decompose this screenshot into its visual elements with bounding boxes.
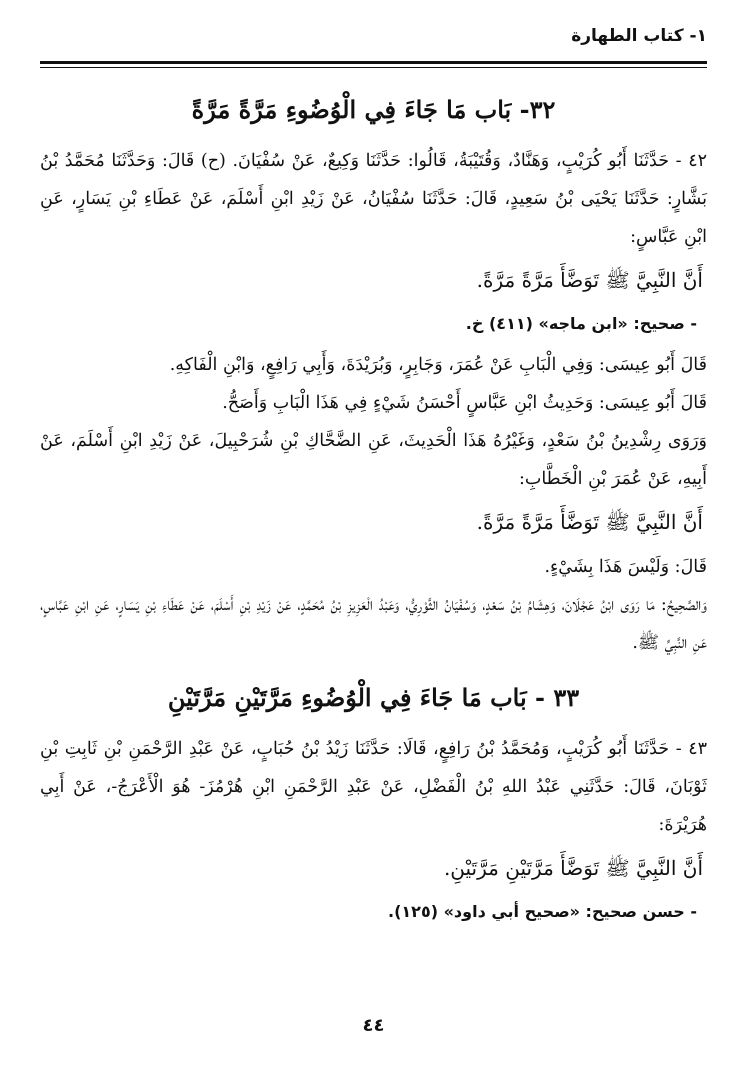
page-number: ٤٤ [362,1015,385,1036]
header-rule-thin [40,67,707,68]
header-rule-thick [40,61,707,64]
chapter-32-heading: ٣٢- بَاب مَا جَاءَ فِي الْوُضُوءِ مَرَّةً مَرَّةً [191,95,556,124]
hadith-42-matn: أَنَّ النَّبِيَّ ﷺ تَوَضَّأَ مَرَّةً مَرَّةً. [476,268,703,292]
tirmidhi-comment-2: قَالَ أَبُو عِيسَى: وَحَدِيثُ ابْنِ عَبَّاسٍ أَحْسَنُ شَيْءٍ فِي هَذَا الْبَابِ وَأَصَحُّ. [222,393,707,413]
hadith-43-isnad: ٤٣ - حَدَّثَنَا أَبُو كُرَيْبٍ، وَمُحَمَّدُ بْنُ رَافِعٍ، قَالَا: حَدَّثَنَا زَيْدُ بْنُ حُبَابٍ، عَنْ عَبْدِ الرَّحْمَنِ بْنِ ثَابِتِ بْنِ ثَوْبَانَ، قَالَ: حَدَّثَنِي عَبْدُ اللهِ بْنُ الْفَضْلِ، عَنْ عَبْدِ الرَّحْمَنِ ابْنِ هُرْمُزَ- هُوَ الْأَعْرَجُ-، عَنْ أَبِي هُرَيْرَةَ: [40,739,707,835]
hadith-43-matn: أَنَّ النَّبِيَّ ﷺ تَوَضَّأَ مَرَّتَيْنِ مَرَّتَيْنِ. [443,856,703,880]
tirmidhi-comment-4: قَالَ: وَلَيْسَ هَذَا بِشَيْءٍ. [544,557,707,577]
hadith-42-isnad: ٤٢ - حَدَّثَنَا أَبُو كُرَيْبٍ، وَهَنَّادٌ، وَقُتَيْبَةُ، قَالُوا: حَدَّثَنَا وَكِيعٌ، عَنْ سُفْيَانَ. (ح) قَالَ: وَحَدَّثَنَا مُحَمَّدُ بْنُ بَشَّارٍ: حَدَّثَنَا يَحْيَى بْنُ سَعِيدٍ، قَالَ: حَدَّثَنَا سُفْيَانُ، عَنْ زَيْدِ ابْنِ أَسْلَمَ، عَنْ عَطَاءِ بْنِ يَسَارٍ، عَنِ ابْنِ عَبَّاسٍ: [40,151,707,247]
section-gap [40,662,707,680]
tirmidhi-comment-5: وَالصَّحِيحُ: مَا رَوَى ابْنُ عَجْلَانَ، وَهِشَامُ بْنُ سَعْدٍ، وَسُفْيَانُ الثَّوْرِيُّ، وَعَبْدُ الْعَزِيزِ بْنُ مُحَمَّدٍ، عَنْ زَيْدِ بْنِ أَسْلَمَ، عَنْ عَطَاءِ بْنِ يَسَارٍ، عَنِ ابْنِ عَبَّاسٍ، عَنِ النَّبِيِّ ﷺ. [40,595,707,653]
tirmidhi-comment-3: وَرَوَى رِشْدِينُ بْنُ سَعْدٍ، وَغَيْرُهُ هَذَا الْحَدِيثَ، عَنِ الضَّحَّاكِ بْنِ شُرَحْبِيلَ، عَنْ زَيْدِ ابْنِ أَسْلَمَ، عَنْ أَبِيهِ، عَنْ عُمَرَ بْنِ الْخَطَّابِ: [40,431,707,489]
hadith-42-grade: - صحيح: «ابن ماجه» (٤١١) خ. [465,314,697,333]
chapter-33-heading: ٣٣ - بَاب مَا جَاءَ فِي الْوُضُوءِ مَرَّتَيْنِ مَرَّتَيْنِ [167,683,580,712]
running-header: ١- كتاب الطهارة [571,26,707,46]
tirmidhi-comment-1: قَالَ أَبُو عِيسَى: وَفِي الْبَابِ عَنْ عُمَرَ، وَجَابِرٍ، وَبُرَيْدَةَ، وَأَبِي رَافِعٍ، وَابْنِ الْفَاكِهِ. [169,355,707,375]
umar-narration-matn: أَنَّ النَّبِيَّ ﷺ تَوَضَّأَ مَرَّةً مَرَّةً. [476,510,703,534]
hadith-43-grade: - حسن صحيح: «صحيح أبي داود» (١٢٥). [388,902,697,921]
page-body [40,92,707,934]
